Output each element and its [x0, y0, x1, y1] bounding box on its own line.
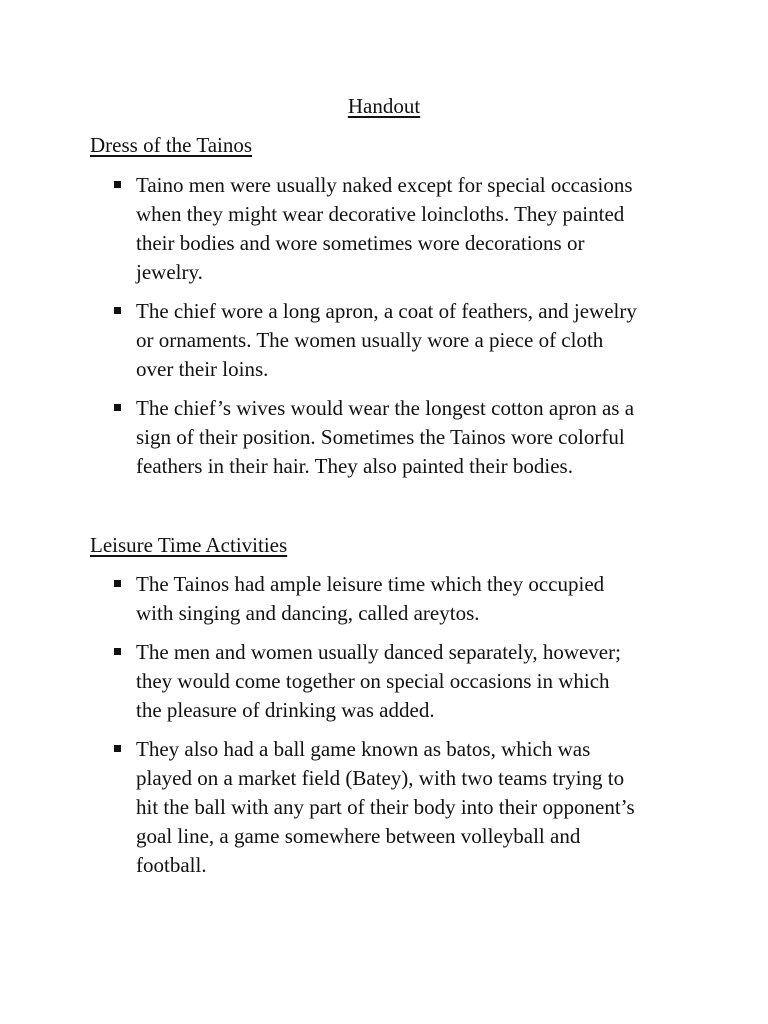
- list-item: [0, 735, 768, 880]
- list-item-line: or ornaments. The women usually wore a piece of cloth: [136, 328, 604, 352]
- list-item-line: played on a market field (Batey), with two teams trying to: [136, 766, 625, 790]
- list-item: [0, 394, 768, 481]
- list-item-line: goal line, a game somewhere between volleyball and: [136, 824, 581, 848]
- list-item-line: The men and women usually danced separately, however;: [136, 640, 621, 664]
- square-bullet-icon: [114, 307, 121, 314]
- dress-bullet-list: [0, 171, 768, 491]
- list-item-line: football.: [136, 853, 207, 877]
- leisure-bullet-list: [0, 570, 768, 890]
- list-item-line: The chief’s wives would wear the longest cotton apron as a: [136, 396, 635, 420]
- list-item-line: sign of their position. Sometimes the Tainos wore colorful: [136, 425, 625, 449]
- list-item: [0, 171, 768, 287]
- square-bullet-icon: [114, 745, 121, 752]
- list-item: [0, 638, 768, 725]
- list-item: [0, 297, 768, 384]
- square-bullet-icon: [114, 404, 121, 411]
- list-item-line: when they might wear decorative loincloths. They painted: [136, 202, 625, 226]
- square-bullet-icon: [114, 580, 121, 587]
- list-item-line: the pleasure of drinking was added.: [136, 698, 435, 722]
- section-heading-dress: Dress of the Tainos: [90, 133, 253, 157]
- list-item-line: feathers in their hair. They also painted their bodies.: [136, 454, 573, 478]
- list-item-line: The chief wore a long apron, a coat of feathers, and jewelry: [136, 299, 637, 323]
- list-item-line: They also had a ball game known as batos, which was: [136, 737, 591, 761]
- page-title: Handout: [347, 94, 421, 118]
- section-heading-leisure: Leisure Time Activities: [90, 533, 288, 557]
- list-item-line: The Tainos had ample leisure time which they occupied: [136, 572, 605, 596]
- list-item-line: jewelry.: [136, 260, 203, 284]
- list-item: [0, 570, 768, 628]
- square-bullet-icon: [114, 648, 121, 655]
- list-item-line: with singing and dancing, called areytos.: [136, 601, 480, 625]
- list-item-line: they would come together on special occasions in which: [136, 669, 610, 693]
- list-item-line: Taino men were usually naked except for special occasions: [136, 173, 633, 197]
- list-item-line: their bodies and wore sometimes wore decorations or: [136, 231, 585, 255]
- list-item-line: over their loins.: [136, 357, 269, 381]
- square-bullet-icon: [114, 181, 121, 188]
- list-item-line: hit the ball with any part of their body into their opponent’s: [136, 795, 635, 819]
